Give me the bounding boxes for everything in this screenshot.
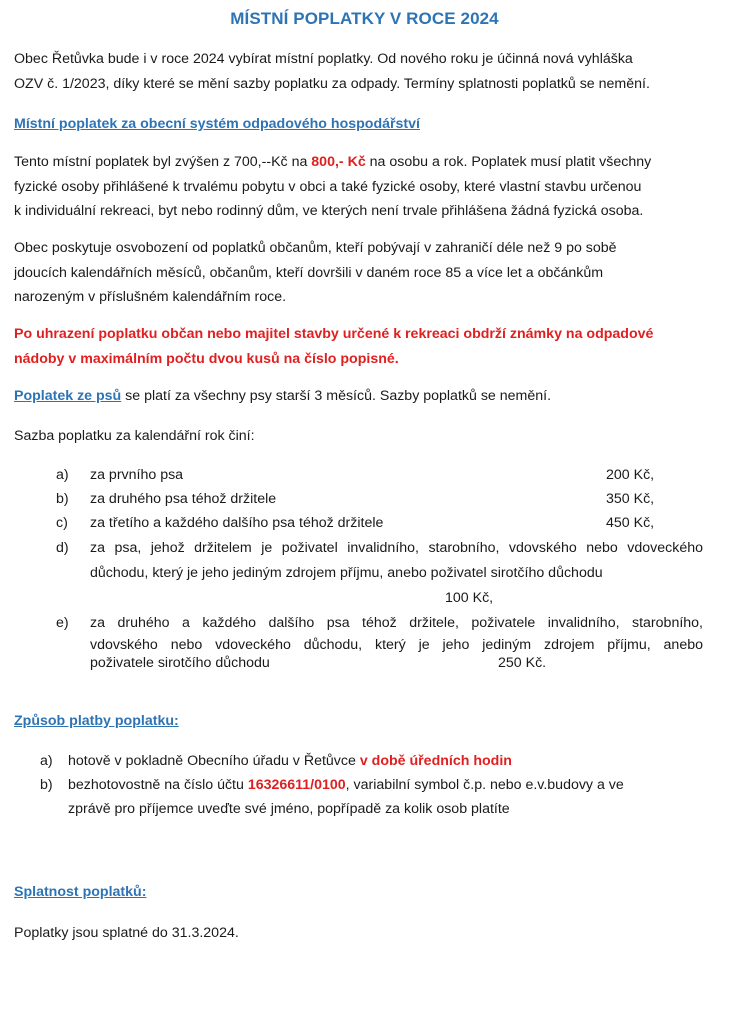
stickers-notice: [14, 322, 710, 371]
account-number: 16326611/0100: [247, 777, 346, 793]
intro-line-2: OZV č. 1/2023, díky které se mění sazby poplatku za odpady. Termíny splatnosti poplatků se nemění.: [14, 75, 650, 92]
item-e-line-1: za druhého a každého dalšího psa téhož držitele, poživatele invalidního, starobního,: [90, 615, 703, 631]
exemption-line-3: narozeným v příslušném kalendářním roce.: [14, 289, 287, 305]
waste-fee-paragraph: [14, 150, 710, 224]
item-label: d): [56, 540, 69, 556]
payment-option-a-text: [68, 749, 512, 773]
waste-fee-heading: Místní poplatek za obecní systém odpadového hospodářství: [14, 116, 420, 132]
exemption-paragraph: [14, 236, 710, 310]
dog-fee-link[interactable]: Poplatek ze psů: [14, 388, 122, 404]
dog-fee-text: se platí za všechny psy starší 3 měsíců. Sazby poplatků se nemění.: [121, 388, 552, 404]
waste-fee-amount: 800,- Kč: [311, 154, 366, 170]
page-title: MÍSTNÍ POPLATKY V ROCE 2024: [230, 9, 499, 28]
payment-option-b-cont: [0, 797, 729, 821]
intro-line-1: Obec Řetůvka bude i v roce 2024 vybírat místní poplatky. Od nového roku je účinná nová vyhláška: [14, 51, 633, 67]
item-d-line-2: důchodu, který je jeho jediným zdrojem příjmu, anebo poživatel sirotčího důchodu: [90, 565, 603, 581]
dog-fee-paragraph: [14, 384, 710, 409]
item-amount: 350 Kč,: [606, 491, 655, 507]
item-text: za druhého psa téhož držitele: [90, 491, 277, 507]
office-hours: v době úředních hodin: [359, 753, 512, 769]
waste-line-2: fyzické osoby přihlášené k trvalému pobytu v obci a také fyzické osoby, které vlastní stavbu určenou: [14, 178, 642, 195]
item-amount: 450 Kč,: [606, 515, 655, 531]
exemption-line-2: jdoucích kalendářních měsíců, občanům, kteří dovršili v daném roce 85 a více let a občánkům: [14, 264, 604, 281]
item-e-amount: 250 Kč.: [498, 655, 547, 671]
waste-line-1a: Tento místní poplatek byl zvýšen z 700,--Kč na: [14, 154, 312, 170]
item-text: za prvního psa: [90, 467, 184, 483]
due-date-text: Poplatky jsou splatné do 31.3.2024.: [14, 925, 239, 941]
list-item-d: [0, 536, 729, 560]
option-label: a): [40, 753, 53, 769]
payment-option-b: [0, 773, 729, 797]
item-d-amount: 100 Kč,: [445, 590, 494, 606]
payment-option-b-line-2: zprávě pro příjemce uveďte své jméno, popřípadě za kolik osob platíte: [68, 801, 510, 817]
item-label: b): [56, 491, 69, 507]
payment-option-a: [0, 749, 729, 773]
item-amount: 200 Kč,: [606, 467, 655, 483]
rate-intro: Sazba poplatku za kalendářní rok činí:: [14, 428, 255, 444]
list-item-d-amount-row: [0, 586, 729, 610]
transfer-text: bezhotovostně na číslo účtu: [68, 777, 248, 793]
due-date-heading: Splatnost poplatků:: [14, 884, 147, 900]
item-d-line-1: za psa, jehož držitelem je poživatel invalidního, starobního, vdovského nebo vdoveckého: [90, 540, 703, 556]
waste-line-3: k individuální rekreaci, byt nebo rodinný dům, ve kterých není trvale přihlášena žádná fyzická osoba.: [14, 203, 644, 219]
payment-option-b-text: [68, 773, 624, 797]
list-item-d-cont: [0, 561, 729, 585]
option-label: b): [40, 777, 53, 793]
item-label: c): [56, 515, 68, 531]
list-item: [0, 463, 729, 487]
payment-heading: Způsob platby poplatku:: [14, 713, 179, 729]
item-e-line-2: vdovského nebo vdoveckého důchodu, který je jeho jediným zdrojem příjmu, anebo: [90, 637, 703, 653]
item-e-line-3: poživatele sirotčího důchodu: [90, 655, 270, 671]
cash-text: hotově v pokladně Obecního úřadu v Řetůvce: [68, 753, 360, 769]
waste-line-1b: na osobu a rok. Poplatek musí platit všechny: [365, 154, 652, 170]
exemption-line-1: Obec poskytuje osvobození od poplatků občanům, kteří pobývají v zahraničí déle než 9 po sobě: [14, 240, 617, 256]
list-item: [0, 487, 729, 511]
item-text: za třetího a každého dalšího psa téhož držitele: [90, 515, 384, 531]
stickers-line-1: Po uhrazení poplatku občan nebo majitel stavby určené k rekreaci obdrží známky na odpadové: [14, 326, 654, 342]
list-item-e-cont-2: [0, 651, 729, 675]
stickers-line-2: nádoby v maximálním počtu dvou kusů na číslo popisné.: [14, 350, 399, 367]
intro-paragraph: [14, 47, 710, 96]
transfer-text-2: , variabilní symbol č.p. nebo e.v.budovy a ve: [345, 777, 624, 793]
item-label: e): [56, 615, 69, 631]
list-item-e: [0, 611, 729, 635]
item-label: a): [56, 467, 69, 483]
list-item: [0, 511, 729, 535]
